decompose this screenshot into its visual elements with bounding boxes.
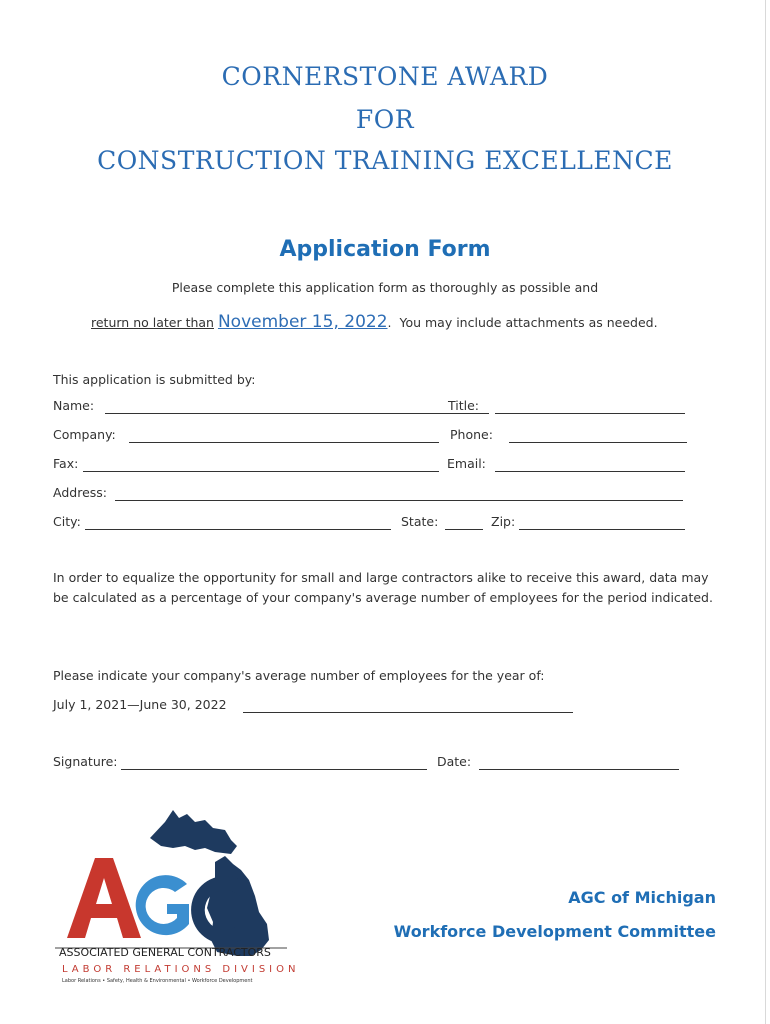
- logo-tagline: Labor Relations • Safety, Health & Environmental • Workforce Development: [62, 978, 253, 984]
- date-label: Date:: [437, 754, 472, 769]
- intro-line-2: [91, 312, 658, 332]
- email-field[interactable]: [495, 471, 685, 472]
- employees-prompt: Please indicate your company's average number of employees for the year of:: [53, 668, 545, 683]
- deadline-period: .: [387, 315, 392, 330]
- company-field[interactable]: [129, 442, 439, 443]
- deadline-date: November 15, 2022: [217, 312, 388, 332]
- address-field[interactable]: [115, 500, 683, 501]
- row-city-state-zip: [53, 514, 693, 532]
- attachments-note: You may include attachments as needed.: [399, 315, 658, 330]
- row-name-title: [53, 398, 693, 416]
- heading-line-3: CONSTRUCTION TRAINING EXCELLENCE: [97, 146, 673, 175]
- email-label: Email:: [447, 456, 486, 471]
- submitted-by: This application is submitted by:: [53, 372, 256, 387]
- footer-org: AGC of Michigan: [568, 888, 716, 907]
- title-label: Title:: [448, 398, 479, 413]
- signature-field[interactable]: [121, 769, 427, 770]
- phone-field[interactable]: [509, 442, 687, 443]
- footer-committee: Workforce Development Committee: [393, 922, 716, 941]
- zip-field[interactable]: [519, 529, 685, 530]
- company-label: Company:: [53, 427, 116, 442]
- form-title: Application Form: [279, 237, 491, 262]
- fax-field[interactable]: [83, 471, 439, 472]
- employees-field[interactable]: [243, 712, 573, 713]
- heading-line-1: CORNERSTONE AWARD: [221, 62, 549, 91]
- state-field[interactable]: [445, 529, 483, 530]
- return-text: return no later than: [91, 315, 214, 330]
- agc-logo-icon: [55, 800, 295, 990]
- phone-label: Phone:: [450, 427, 493, 442]
- row-period: [53, 697, 693, 715]
- logo-org-name: ASSOCIATED GENERAL CONTRACTORS: [59, 946, 271, 959]
- intro-line-1: Please complete this application form as thoroughly as possible and: [171, 280, 599, 295]
- heading-line-2: FOR: [355, 105, 415, 134]
- fax-label: Fax:: [53, 456, 79, 471]
- city-field[interactable]: [85, 529, 391, 530]
- row-address: [53, 485, 693, 503]
- period-label: July 1, 2021—June 30, 2022: [53, 697, 227, 712]
- name-field[interactable]: [105, 413, 489, 414]
- row-company-phone: [53, 427, 693, 445]
- name-label: Name:: [53, 398, 95, 413]
- date-field[interactable]: [479, 769, 679, 770]
- state-label: State:: [401, 514, 439, 529]
- row-signature-date: [53, 754, 693, 772]
- zip-label: Zip:: [491, 514, 516, 529]
- city-label: City:: [53, 514, 81, 529]
- equalize-paragraph: In order to equalize the opportunity for small and large contractors alike to receive this award, data may be calculated as a percentage of your company's average number of employees for the period indicated.: [53, 570, 713, 605]
- address-label: Address:: [53, 485, 107, 500]
- signature-label: Signature:: [53, 754, 118, 769]
- row-fax-email: [53, 456, 693, 474]
- logo-division: LABOR RELATIONS DIVISION: [62, 964, 300, 975]
- title-field[interactable]: [495, 413, 685, 414]
